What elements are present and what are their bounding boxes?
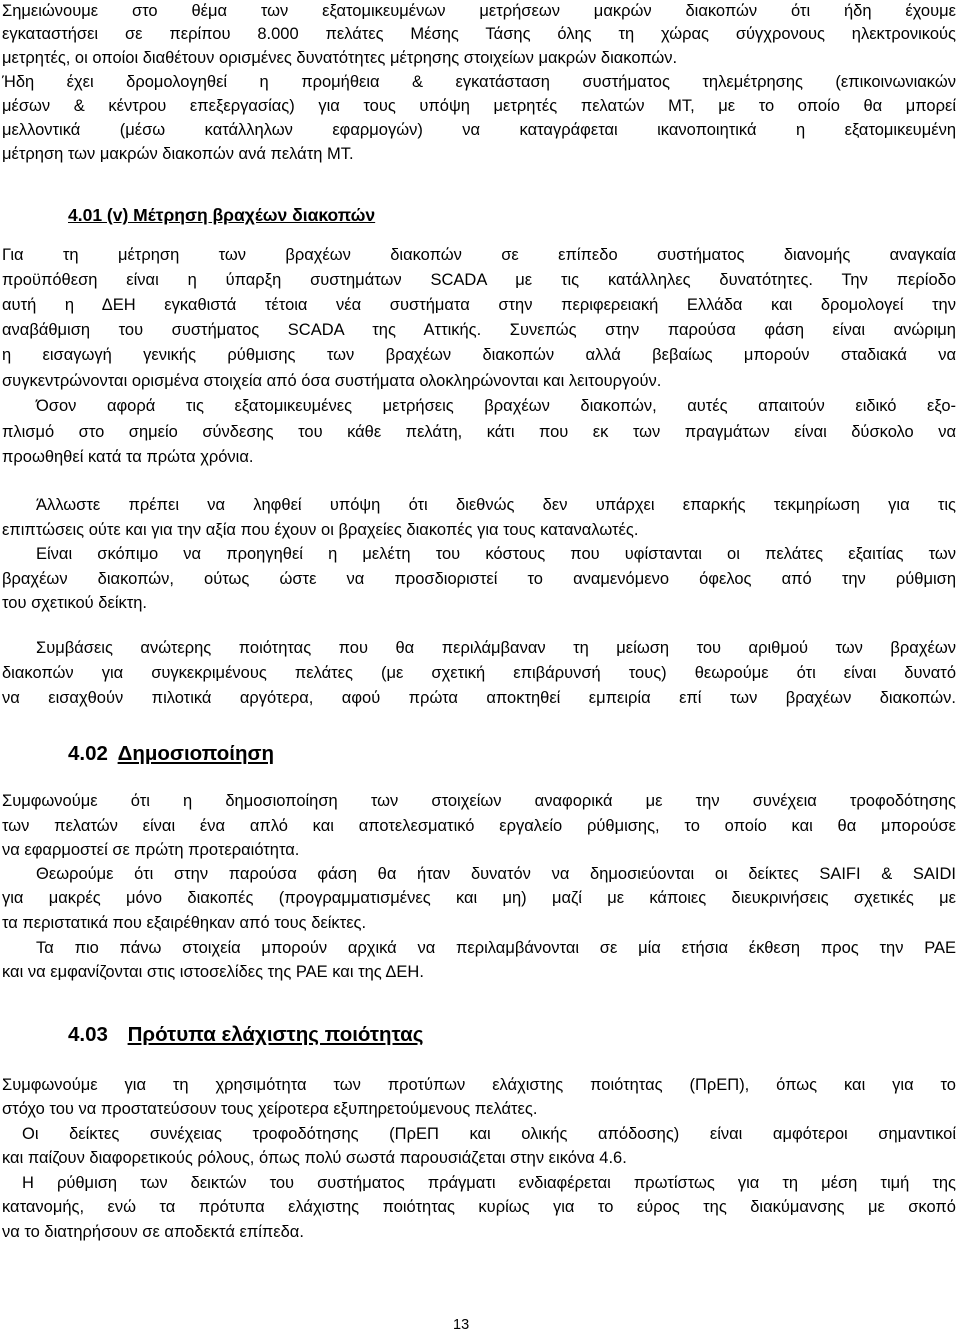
text-line: του σχετικού δείκτη.	[2, 594, 148, 612]
text-line: πλισμό στο σημείο σύνδεσης του κάθε πελάτη, κάτι που εκ των πραγμάτων είναι δύσκολο να	[2, 423, 956, 441]
text-line: αναβάθμιση του συστήματος SCADA της Αττικής. Συνεπώς στην παρούσα φάση είναι ανώριμη	[2, 321, 956, 339]
text-line: Οι δείκτες συνέχειας τροφοδότησης (ΠρΕΠ και ολικής απόδοσης) είναι αμφότεροι σημαντικοί	[22, 1125, 956, 1143]
text-line: αυτή η ΔΕΗ εγκαθιστά τέτοια νέα συστήματα στην περιφερειακή Ελλάδα και δρομολογεί την	[2, 296, 956, 314]
text-line: εγκαταστήσει σε περίπου 8.000 πελάτες Μέσης Τάσης όλης τη χώρας σύγχρονους ηλεκτρονικούς	[2, 25, 956, 43]
text-line: Είναι σκόπιμο να προηγηθεί η μελέτη του κόστους που υφίστανται οι πελάτες εξαιτίας των	[36, 545, 956, 563]
text-line: Η ρύθμιση των δεικτών του συστήματος πράγματι ενδιαφέρεται πρωτίστως για τη μέση τιμή της	[22, 1174, 956, 1192]
text-line: Τα πιο πάνω στοιχεία μπορούν αρχικά να περιλαμβάνονται σε μία ετήσια έκθεση προς την ΡΑΕ	[36, 939, 956, 957]
text-line: των πελατών είναι ένα απλό και αποτελεσματικό εργαλείο ρύθμισης, το οποίο και θα μπορούσε	[2, 817, 956, 835]
section-title: Δημοσιοποίηση	[117, 742, 275, 765]
text-line: διακοπών για συγκεκριμένους πελάτες (με σχετική επιβάρυνσή τους) θεωρούμε ότι είναι δυνατό	[2, 664, 956, 682]
text-line: Θεωρούμε ότι στην παρούσα φάση θα ήταν δυνατόν να δημοσιεύονται οι δείκτες SAIFI & SAIDI	[36, 865, 956, 883]
text-line: μέσων & κέντρου επεξεργασίας) για τους υπόψη μετρητές πελατών ΜΤ, με το οποίο θα μπορεί	[2, 97, 956, 115]
text-line: μελλοντικά (μέσω κατάλληλων εφαρμογών) να καταγράφεται ικανοποιητικά η εξατομικευμένη	[2, 121, 956, 139]
text-line: προωθηθεί κατά τα πρώτα χρόνια.	[2, 448, 254, 466]
text-line: Όσον αφορά τις εξατομικευμένες μετρήσεις βραχέων διακοπών, αυτές απαιτούν ειδικό εξο-	[36, 397, 956, 415]
text-line: συγκεντρώνονται ορισμένα στοιχεία από όσα συστήματα ολοκληρώνονται και λειτουργούν.	[2, 372, 662, 390]
text-line: και παίζουν διαφορετικούς ρόλους, όπως πολύ σωστά παρουσιάζεται στην εικόνα 4.6.	[2, 1149, 627, 1167]
text-line: Συμβάσεις ανώτερης ποιότητας που θα περιλάμβαναν τη μείωση του αριθμού των βραχέων	[36, 639, 956, 657]
text-line: στόχο του να προστατεύσουν τους χείροτερα εξυπηρετούμενους πελάτες.	[2, 1100, 538, 1118]
section-number: 4.03	[68, 1023, 108, 1046]
section-heading: 4.01 (v) Μέτρηση βραχέων διακοπών	[68, 205, 376, 225]
text-line: Ήδη έχει δρομολογηθεί η προμήθεια & εγκατάσταση συστήματος τηλεμέτρησης (επικοινωνιακών	[2, 73, 956, 91]
text-line: προϋπόθεση είναι η ύπαρξη συστημάτων SCADA με τις κατάλληλες δυνατότητες. Την περίοδο	[2, 271, 956, 289]
text-line: τα περιστατικά που εξαιρέθηκαν από τους δείκτες.	[2, 914, 367, 932]
text-line: κατανομής, ενώ τα πρότυπα ελάχιστης ποιότητας κυρίως για το εύρος της διακύμανσης με σκοπό	[2, 1198, 956, 1216]
text-line: Συμφωνούμε ότι η δημοσιοποίηση των στοιχείων αναφορικά με την συνέχεια τροφοδότησης	[2, 792, 956, 810]
section-heading	[68, 1023, 423, 1047]
section-heading	[68, 742, 274, 766]
text-line: Συμφωνούμε για τη χρησιμότητα των προτύπων ελάχιστης ποιότητας (ΠρΕΠ), όπως και για το	[2, 1076, 956, 1094]
section-number: 4.02	[68, 742, 108, 765]
text-line: βραχέων διακοπών, ούτως ώστε να προσδιοριστεί το αναμενόμενο όφελος από την ρύθμιση	[2, 570, 956, 588]
text-line: μέτρηση των μακρών διακοπών ανά πελάτη ΜΤ.	[2, 145, 354, 163]
text-line: να το διατηρήσουν σε αποδεκτά επίπεδα.	[2, 1223, 304, 1241]
text-line: να εισαχθούν πιλοτικά αργότερα, αφού πρώτα αποκτηθεί εμπειρία επί των βραχέων διακοπών.	[2, 689, 956, 707]
text-line: μετρητές, οι οποίοι διαθέτουν ορισμένες δυνατότητες μέτρησης στοιχείων μακρών διακοπών.	[2, 49, 678, 67]
text-line: Άλλωστε πρέπει να ληφθεί υπόψη ότι διεθνώς δεν υπάρχει επαρκής τεκμηρίωση για τις	[36, 496, 956, 514]
text-line: επιπτώσεις ούτε και για την αξία που έχουν οι βραχείες διακοπές για τους καταναλωτές.	[2, 521, 639, 539]
text-line: Σημειώνουμε στο θέμα των εξατομικευμένων μετρήσεων μακρών διακοπών ότι ήδη έχουμε	[2, 2, 956, 20]
section-title: Πρότυπα ελάχιστης ποιότητας	[127, 1023, 424, 1046]
text-line: η εισαγωγή γενικής ρύθμισης των βραχέων διακοπών αλλά βεβαίως μπορούν σταδιακά να	[2, 346, 956, 364]
page-number: 13	[453, 1317, 470, 1333]
text-line: να εφαρμοστεί σε πρώτη προτεραιότητα.	[2, 841, 300, 859]
text-line: για μακρές μόνο διακοπές (προγραμματισμένες και μη) μαζί με κάποιες διευκρινήσεις σχετικές με	[2, 889, 956, 907]
text-line: Για τη μέτρηση των βραχέων διακοπών σε επίπεδο συστήματος διανομής αναγκαία	[2, 246, 956, 264]
text-line: και να εμφανίζονται στις ιστοσελίδες της ΡΑΕ και της ΔΕΗ.	[2, 963, 424, 981]
